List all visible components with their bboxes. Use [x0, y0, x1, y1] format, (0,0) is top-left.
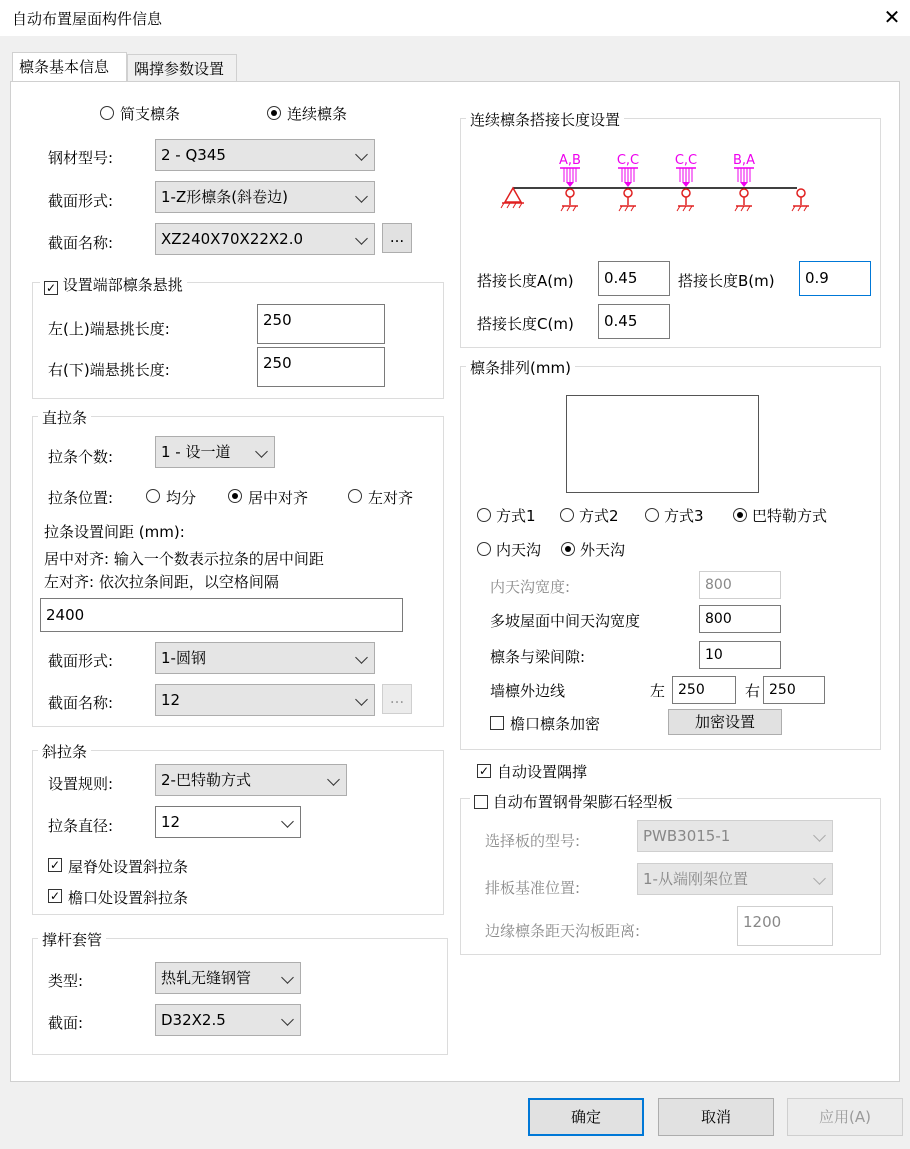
radio-center[interactable]	[228, 489, 242, 503]
lap-group-title: 连续檩条搭接长度设置	[466, 109, 624, 130]
lap-label: C,C	[674, 153, 698, 168]
board-base-value: 1-从端刚架位置	[643, 870, 748, 888]
radio-mode-1[interactable]	[477, 508, 491, 522]
label-left-align: 左对齐	[368, 489, 414, 507]
in-width-input[interactable]: 800	[699, 571, 781, 599]
diag-rule-label: 设置规则:	[48, 775, 114, 793]
chevron-down-icon	[281, 1013, 294, 1026]
label-center: 居中对齐	[248, 489, 309, 507]
tie-group-title: 直拉条	[38, 407, 91, 428]
eave-label: 檐口处设置斜拉条	[68, 889, 189, 907]
in-width-label: 内天沟宽度:	[490, 578, 571, 596]
mid-gutter-input[interactable]: 800	[699, 605, 781, 633]
auto-brace-checkbox[interactable]: ✓	[478, 764, 490, 778]
roller-support-icon	[677, 189, 694, 211]
mid-gutter-label: 多坡屋面中间天沟宽度	[490, 612, 641, 630]
ridge-label: 屋脊处设置斜拉条	[68, 858, 189, 876]
chevron-down-icon	[281, 971, 294, 984]
diag-dia-value: 12	[161, 813, 181, 831]
chevron-down-icon	[355, 651, 368, 664]
gap-label: 檩条与梁间隙:	[490, 648, 586, 666]
pin-support-icon	[501, 188, 524, 208]
steel-label: 钢材型号:	[48, 149, 114, 167]
lap-marker-icon	[676, 168, 696, 187]
arrange-group-title: 檩条排列(mm)	[466, 357, 575, 378]
right-overhang-input[interactable]: 250	[257, 347, 385, 387]
strut-group-title: 撑杆套管	[38, 929, 106, 950]
lap-marker-icon	[618, 168, 638, 187]
chevron-down-icon	[355, 190, 368, 203]
board-dist-label: 边缘檩条距天沟板距离:	[485, 922, 641, 940]
strut-sec-select[interactable]	[155, 1004, 301, 1036]
diag-dia-select[interactable]	[155, 806, 301, 838]
diag-dia-label: 拉条直径:	[48, 817, 114, 835]
tie-form-label: 截面形式:	[48, 652, 114, 670]
label-mode-3: 方式3	[664, 507, 704, 525]
wall-left-label: 左	[650, 682, 666, 700]
radio-gutter-out[interactable]	[561, 542, 575, 556]
wall-label: 墙檩外边线	[490, 682, 566, 700]
radio-mode-3[interactable]	[645, 508, 659, 522]
section-name-label: 截面名称:	[48, 234, 114, 252]
tie-form-select[interactable]	[155, 642, 375, 674]
chevron-down-icon	[327, 773, 340, 786]
chevron-down-icon	[281, 815, 294, 828]
right-overhang-label: 右(下)端悬挑长度:	[48, 361, 170, 379]
board-base-select[interactable]	[637, 863, 833, 895]
label-gutter-in: 内天沟	[496, 541, 542, 559]
label-continuous: 连续檩条	[287, 105, 348, 123]
lap-c-input[interactable]: 0.45	[598, 304, 670, 339]
roller-support-icon	[735, 189, 752, 211]
steel-value: 2 - Q345	[161, 146, 226, 164]
board-type-label: 选择板的型号:	[485, 832, 581, 850]
tie-count-label: 拉条个数:	[48, 448, 114, 466]
tie-browse-button[interactable]: ...	[382, 684, 412, 714]
label-mode-1: 方式1	[496, 507, 536, 525]
eave-checkbox[interactable]: ✓	[49, 889, 61, 903]
diag-group-title: 斜拉条	[38, 741, 91, 762]
wall-left-input[interactable]: 250	[672, 676, 736, 704]
arrange-preview	[566, 395, 759, 493]
radio-left-align[interactable]	[348, 489, 362, 503]
overhang-label: 设置端部檩条悬挑	[62, 276, 183, 294]
tie-count-value: 1 - 设一道	[161, 443, 231, 461]
tie-spacing-input[interactable]: 2400	[40, 598, 403, 632]
radio-simple[interactable]	[100, 106, 114, 120]
continuous-lap-diagram	[495, 150, 815, 222]
label-mode-butler: 巴特勒方式	[752, 507, 828, 525]
window-title: 自动布置屋面构件信息	[12, 10, 163, 28]
lap-b-label: 搭接长度B(m)	[678, 272, 775, 290]
strut-sec-label: 截面:	[48, 1014, 84, 1032]
section-name-select[interactable]	[155, 223, 375, 255]
tie-hint-left: 左对齐: 依次拉条间距，以空格间隔	[44, 573, 279, 591]
chevron-down-icon	[355, 232, 368, 245]
tie-name-value: 12	[161, 691, 181, 709]
strut-sec-value: D32X2.5	[161, 1011, 226, 1029]
tie-name-select[interactable]	[155, 684, 375, 716]
close-icon[interactable]: ✕	[883, 5, 901, 29]
chevron-down-icon	[813, 829, 826, 842]
eave-dense-label: 檐口檩条加密	[510, 715, 601, 733]
section-form-select[interactable]	[155, 181, 375, 213]
left-overhang-input[interactable]: 250	[257, 304, 385, 344]
lap-c-label: 搭接长度C(m)	[477, 315, 574, 333]
tab-purlin-basic[interactable]: 檩条基本信息	[12, 52, 127, 82]
lap-b-input[interactable]: 0.9	[799, 261, 871, 296]
chevron-down-icon	[255, 445, 268, 458]
strut-type-label: 类型:	[48, 972, 84, 990]
chevron-down-icon	[355, 148, 368, 161]
steel-select[interactable]	[155, 139, 375, 171]
lap-a-label: 搭接长度A(m)	[477, 272, 574, 290]
board-base-label: 排板基准位置:	[485, 879, 581, 897]
tie-name-label: 截面名称:	[48, 694, 114, 712]
roller-support-icon	[619, 189, 636, 211]
apply-button[interactable]: 应用(A)	[787, 1098, 903, 1136]
board-group-header	[470, 791, 677, 812]
strut-group	[32, 938, 448, 1055]
radio-even[interactable]	[146, 489, 160, 503]
label-mode-2: 方式2	[579, 507, 619, 525]
eave-dense-checkbox[interactable]	[490, 716, 504, 730]
radio-mode-2[interactable]	[560, 508, 574, 522]
ok-button[interactable]: 确定	[528, 1098, 644, 1136]
section-form-label: 截面形式:	[48, 192, 114, 210]
roller-support-icon	[792, 189, 809, 211]
tie-count-select[interactable]	[155, 436, 275, 468]
gap-input[interactable]: 10	[699, 641, 781, 669]
overhang-checkbox[interactable]: ✓	[45, 281, 57, 295]
lap-marker-icon	[734, 168, 754, 187]
section-browse-button[interactable]: ...	[382, 223, 412, 253]
tie-spacing-label: 拉条设置间距 (mm):	[44, 523, 185, 541]
radio-mode-butler[interactable]	[733, 508, 747, 522]
tie-form-value: 1-圆钢	[161, 649, 206, 667]
board-label: 自动布置钢骨架膨石轻型板	[492, 793, 673, 811]
strut-type-value: 热轧无缝钢管	[161, 969, 252, 987]
wall-right-label: 右	[745, 682, 761, 700]
board-type-select[interactable]	[637, 820, 833, 852]
chevron-down-icon	[355, 693, 368, 706]
radio-continuous[interactable]	[267, 106, 281, 120]
ridge-checkbox[interactable]: ✓	[49, 858, 61, 872]
cancel-button[interactable]: 取消	[658, 1098, 774, 1136]
dense-settings-button[interactable]: 加密设置	[668, 709, 782, 735]
diag-rule-value: 2-巴特勒方式	[161, 771, 251, 789]
lap-marker-icon	[560, 168, 580, 187]
radio-gutter-in[interactable]	[477, 542, 491, 556]
chevron-down-icon	[813, 872, 826, 885]
section-form-value: 1-Z形檩条(斜卷边)	[161, 188, 288, 206]
label-simple: 简支檩条	[120, 105, 181, 123]
board-type-value: PWB3015-1	[643, 827, 731, 845]
section-name-value: XZ240X70X22X2.0	[161, 230, 304, 248]
left-overhang-label: 左(上)端悬挑长度:	[48, 320, 170, 338]
lap-label: B,A	[733, 153, 755, 168]
wall-right-input[interactable]: 250	[763, 676, 825, 704]
roller-support-icon	[561, 189, 578, 211]
lap-label: C,C	[616, 153, 640, 168]
lap-label: A,B	[559, 153, 581, 168]
overhang-group-header	[40, 274, 187, 295]
board-dist-input[interactable]: 1200	[737, 906, 833, 946]
strut-type-select[interactable]	[155, 962, 301, 994]
label-even: 均分	[166, 489, 197, 507]
tie-position-label: 拉条位置:	[48, 489, 114, 507]
board-checkbox[interactable]	[474, 795, 488, 809]
auto-brace-label: 自动设置隅撑	[497, 763, 588, 781]
lap-a-input[interactable]: 0.45	[598, 261, 670, 296]
diag-rule-select[interactable]	[155, 764, 347, 796]
tie-hint-center: 居中对齐: 输入一个数表示拉条的居中间距	[44, 550, 324, 568]
label-gutter-out: 外天沟	[580, 541, 626, 559]
tab-brace-params[interactable]: 隅撑参数设置	[127, 54, 237, 82]
